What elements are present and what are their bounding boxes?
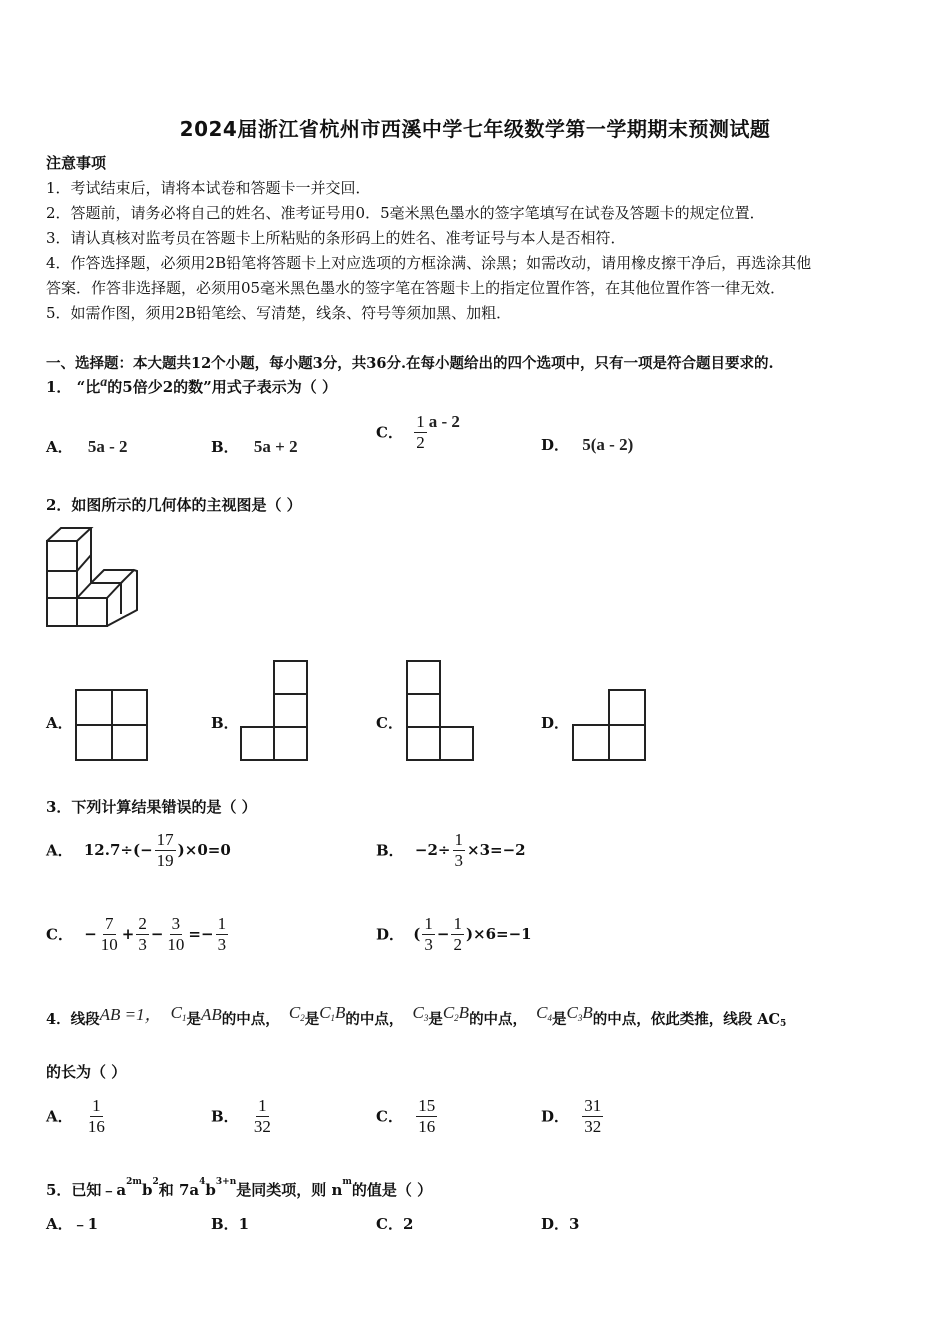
q5-text: 的值是（ ）: [351, 1181, 433, 1199]
subscript: 1: [330, 1013, 336, 1023]
q4-c2b: [443, 1003, 469, 1022]
solid-figure: [44, 525, 144, 631]
q3-a-pre: 12.7÷(−: [83, 841, 153, 860]
notice-item: 答案．作答非选择题，必须用05毫米黑色墨水的签字笔在答题卡上的指定位置作答，在其他位置作答一律无效．: [46, 279, 786, 297]
symbol: C: [412, 1003, 424, 1022]
question-3-stem: 3．下列计算结果错误的是（ ）: [46, 798, 257, 816]
q2-option-d-figure[interactable]: [571, 689, 647, 762]
figure-square: [241, 727, 274, 760]
numerator: 1: [416, 412, 425, 431]
subscript: 2: [454, 1013, 459, 1023]
question-2-stem: 2．如图所示的几何体的主视图是（ ）: [46, 496, 302, 514]
q3-d-mid: −: [436, 925, 450, 944]
option-label: D．: [376, 925, 405, 944]
q1-c-fraction: [414, 412, 427, 452]
denominator: 16: [87, 1116, 105, 1136]
denominator: 10: [167, 934, 185, 954]
q3-c-sign: =−: [188, 925, 214, 944]
q1-stem-post: 的5倍少2的数”用式子表示为（ ）: [107, 378, 338, 396]
denominator: 3: [217, 934, 227, 954]
notice-heading: 注意事项: [46, 154, 107, 172]
option-label: B．: [211, 1107, 239, 1126]
figure-square: [274, 661, 307, 694]
q4-option-c[interactable]: [376, 1096, 439, 1136]
question-4-stem: [46, 1004, 786, 1029]
numerator: 1: [454, 830, 463, 849]
q1-d-expr: 5(a - 2): [582, 435, 634, 454]
numerator: 3: [171, 914, 181, 933]
q4-text: 是: [428, 1011, 443, 1028]
superscript: 4: [199, 1177, 206, 1187]
superscript: m: [342, 1177, 352, 1187]
section-heading: 一、选择题：本大题共12个小题，每小题3分，共36分.在每小题给出的四个选项中，只有一项是符合题目要求的.: [46, 355, 774, 372]
q4-a-fraction: [86, 1096, 107, 1136]
figure-edge: [47, 571, 77, 598]
denominator: 3: [138, 934, 147, 954]
q3-d-post: )×6=−1: [465, 925, 532, 944]
option-label: A．: [46, 841, 73, 860]
figure-square: [407, 727, 440, 760]
option-label: A．: [46, 1107, 73, 1126]
figure-square: [76, 725, 112, 760]
option-label: A．: [46, 438, 73, 456]
q2-option-b-label[interactable]: B．: [211, 714, 239, 732]
figure-square: [112, 690, 147, 725]
q5-option-d[interactable]: D．3: [541, 1215, 580, 1233]
denominator: 32: [253, 1116, 271, 1136]
symbol: B: [458, 1003, 470, 1022]
denominator: 3: [454, 850, 463, 870]
option-label: D．: [541, 1107, 570, 1126]
subscript: 4: [547, 1013, 552, 1023]
symbol: B: [335, 1003, 346, 1022]
q3-c-sign: +: [121, 925, 135, 944]
figure-square: [112, 725, 147, 760]
q1-a-expr: 5a - 2: [87, 437, 128, 456]
superscript: 3+n: [215, 1177, 237, 1187]
option-label: C．: [376, 1107, 403, 1126]
denominator: 3: [424, 934, 433, 954]
q4-c3b: [566, 1003, 592, 1022]
numerator: 31: [584, 1096, 602, 1115]
page-title: 2024届浙江省杭州市西溪中学七年级数学第一学期期末预测试题: [179, 117, 771, 141]
q4-c3: [412, 1003, 428, 1022]
q4-c-fraction: [416, 1096, 437, 1136]
denominator: 2: [416, 432, 425, 452]
symbol: B: [582, 1003, 593, 1022]
denominator: 19: [156, 850, 174, 870]
subscript: 3: [577, 1013, 583, 1023]
superscript: 2m: [126, 1177, 142, 1187]
q4-text: 4．线段: [46, 1011, 100, 1028]
q5-text: 是同类项，则 n: [236, 1181, 343, 1199]
q1-b-expr: 5a + 2: [253, 437, 298, 456]
q1-option-a[interactable]: [46, 436, 128, 457]
figure-square: [274, 694, 307, 727]
subscript: 2: [300, 1013, 305, 1023]
option-label: B．: [376, 841, 404, 860]
q3-a-post: )×0=0: [177, 841, 231, 860]
q4-ab: AB: [201, 1005, 222, 1024]
figure-square: [274, 727, 307, 760]
q3-a-fraction: [155, 830, 176, 870]
q3-d-fraction: [422, 914, 435, 954]
q1-stem-pre: 1． “比: [46, 378, 101, 396]
q3-b-fraction: [453, 830, 466, 870]
q3-c-fraction: [216, 914, 229, 954]
figure-edge: [77, 598, 107, 626]
numerator: 2: [138, 914, 147, 933]
q3-option-a[interactable]: [46, 830, 231, 870]
q1-option-c[interactable]: [376, 412, 460, 452]
option-label: C．: [46, 925, 73, 944]
question-1-stem: [46, 376, 337, 397]
symbol: C: [536, 1003, 548, 1022]
figure-square: [609, 690, 645, 725]
q5-text: b: [205, 1181, 216, 1199]
q4-c1b: [319, 1003, 345, 1022]
question-5-stem: [46, 1179, 432, 1200]
q4-text: 的中点，依此类推，线段 AC: [592, 1011, 781, 1028]
q3-c-fraction: [136, 914, 149, 954]
q4-ab-eq: AB =1，: [99, 1005, 162, 1024]
q3-d-fraction: [451, 914, 464, 954]
symbol: C: [566, 1003, 578, 1022]
q5-text: 和 7a: [158, 1181, 200, 1199]
q4-text: 的中点，: [469, 1011, 528, 1028]
q4-text: 是: [551, 1011, 567, 1028]
q2-option-b-figure[interactable]: [239, 660, 309, 762]
q4-option-a[interactable]: [46, 1096, 109, 1136]
q5-option-a[interactable]: A．﹣1: [46, 1215, 99, 1233]
q2-option-d-label[interactable]: D．: [541, 714, 570, 732]
q1-option-b[interactable]: [211, 436, 298, 457]
notice-item: 1．考试结束后，请将本试卷和答题卡一并交回．: [46, 179, 371, 197]
numerator: 15: [418, 1096, 436, 1115]
figure-square: [609, 725, 645, 760]
q4-c1: [171, 1003, 187, 1022]
q2-option-c-label[interactable]: C．: [376, 714, 403, 732]
numerator: 1: [453, 914, 462, 933]
option-label: B．: [211, 438, 239, 456]
notice-item: 4．作答选择题，必须用2B铅笔将答题卡上对应选项的方框涂满、涂黑；如需改动，请用橡皮擦干净后，再选涂其他: [46, 254, 812, 272]
q3-c-sign: −: [150, 925, 164, 944]
denominator: 10: [100, 934, 118, 954]
figure-square: [573, 725, 609, 760]
q4-c2: [289, 1003, 305, 1022]
figure-edge: [91, 583, 121, 598]
denominator: 16: [418, 1116, 436, 1136]
numerator: 1: [92, 1096, 101, 1115]
symbol: C: [319, 1003, 331, 1022]
q4-text: 是: [304, 1011, 320, 1028]
figure-square: [407, 661, 440, 694]
figure-edge: [47, 541, 77, 626]
numerator: 1: [217, 914, 227, 933]
option-label: C．: [376, 423, 403, 442]
q4-text: 是: [186, 1011, 201, 1028]
numerator: 7: [105, 914, 114, 933]
subscript: 1: [182, 1013, 187, 1023]
figure-square: [407, 694, 440, 727]
q4-text: 的中点，: [221, 1011, 280, 1028]
q4-option-d[interactable]: [541, 1096, 605, 1136]
q4-b-fraction: [252, 1096, 273, 1136]
notice-item: 3．请认真核对监考员在答题卡上所粘贴的条形码上的姓名、准考证号与本人是否相符．: [46, 229, 626, 247]
q5-text: 5．已知﹣a: [46, 1181, 127, 1199]
q4-c4: [536, 1003, 552, 1022]
symbol: C: [442, 1003, 455, 1022]
q4-option-b[interactable]: [211, 1096, 275, 1136]
notice-item: 5．如需作图，须用2B铅笔绘、写清楚，线条、符号等须加黑、加粗．: [46, 304, 512, 322]
q5-option-b[interactable]: B．1: [211, 1215, 250, 1233]
q3-c-sign: −: [84, 925, 97, 944]
figure-edge: [47, 528, 91, 541]
q3-b-pre: −2÷: [414, 841, 451, 860]
denominator: 32: [584, 1116, 602, 1136]
denominator: 2: [453, 934, 462, 954]
figure-square: [76, 690, 112, 725]
q3-c-fraction: [165, 914, 186, 954]
q1-c-tail: a - 2: [428, 412, 460, 432]
q1-option-d[interactable]: [541, 434, 633, 455]
superscript: 2: [152, 1177, 159, 1187]
q4-d-fraction: [582, 1096, 603, 1136]
numerator: 1: [424, 914, 433, 933]
figure-edge: [77, 555, 91, 571]
q2-option-c-figure[interactable]: [405, 660, 475, 762]
figure-square: [440, 727, 473, 760]
option-label: D．: [541, 436, 570, 454]
notice-item: 2．答题前，请务必将自己的姓名、准考证号用0．5毫米黑色墨水的签字笔填写在试卷及答题卡的规定位置．: [46, 204, 765, 222]
q3-option-c[interactable]: [46, 914, 230, 954]
q3-b-post: ×3=−2: [467, 841, 526, 860]
numerator: 17: [156, 830, 174, 849]
symbol: C: [288, 1003, 301, 1022]
q5-text: b: [141, 1181, 153, 1199]
q5-option-c[interactable]: C．2: [376, 1215, 414, 1233]
q1-var: a: [100, 375, 108, 390]
q4-text: 的中点，: [345, 1011, 404, 1028]
q3-c-fraction: [99, 914, 120, 954]
q2-option-a-label[interactable]: A．: [46, 714, 73, 732]
question-4-stem-line2: 的长为（ ）: [46, 1063, 127, 1081]
subscript: 3: [423, 1013, 429, 1023]
q3-d-pre: (: [413, 925, 421, 944]
symbol: C: [170, 1003, 182, 1022]
q2-option-a-figure[interactable]: [75, 689, 149, 761]
subscript: 5: [780, 1019, 787, 1029]
q3-option-b[interactable]: [376, 830, 526, 870]
q3-option-d[interactable]: [376, 914, 532, 954]
numerator: 1: [258, 1096, 267, 1115]
